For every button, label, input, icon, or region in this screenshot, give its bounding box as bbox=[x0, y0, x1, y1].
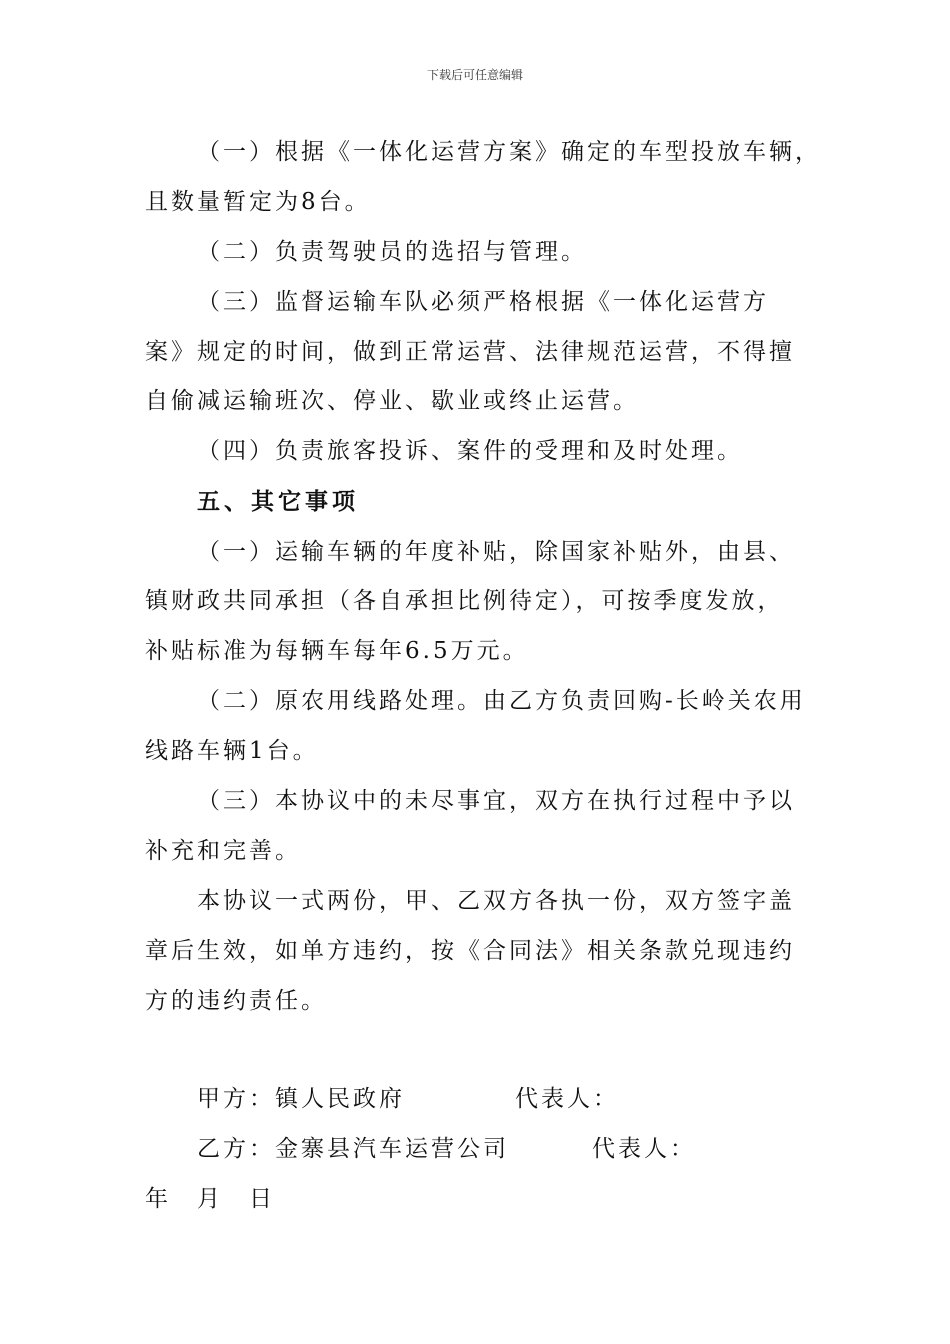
party-a-representative: 代表人： bbox=[515, 1086, 619, 1112]
party-b-representative: 代表人： bbox=[592, 1136, 696, 1162]
paragraph-line: 且数量暂定为8台。 bbox=[145, 189, 371, 215]
paragraph-line: （二）负责驾驶员的选招与管理。 bbox=[197, 239, 587, 265]
paragraph-line: 章后生效，如单方违约，按《合同法》相关条款兑现违约 bbox=[145, 938, 795, 964]
paragraph-line: 自偷减运输班次、停业、歇业或终止运营。 bbox=[145, 388, 639, 414]
paragraph-line: （四）负责旅客投诉、案件的受理和及时处理。 bbox=[197, 438, 743, 464]
paragraph-line: 补充和完善。 bbox=[145, 838, 301, 864]
party-a-label: 甲方：镇人民政府 bbox=[197, 1086, 405, 1112]
paragraph-line: （一）运输车辆的年度补贴，除国家补贴外，由县、 bbox=[197, 539, 795, 565]
paragraph-line: 线路车辆1台。 bbox=[145, 738, 319, 764]
paragraph-line: 镇财政共同承担（各自承担比例待定），可按季度发放， bbox=[145, 588, 784, 614]
paragraph-line: 案》规定的时间，做到正常运营、法律规范运营，不得擅 bbox=[145, 339, 795, 365]
paragraph-line: （一）根据《一体化运营方案》确定的车型投放车辆， bbox=[197, 139, 821, 165]
paragraph-line: （三）监督运输车队必须严格根据《一体化运营方 bbox=[197, 289, 769, 315]
paragraph-line: 补贴标准为每辆车每年6.5万元。 bbox=[145, 638, 529, 664]
paragraph-line: 本协议一式两份，甲、乙双方各执一份，双方签字盖 bbox=[197, 888, 795, 914]
paragraph-line: （二）原农用线路处理。由乙方负责回购-长岭关农用 bbox=[197, 688, 806, 714]
page-header: 下载后可任意编辑 bbox=[426, 68, 523, 82]
party-b-label: 乙方：金寨县汽车运营公司 bbox=[197, 1136, 509, 1162]
paragraph-line: （三）本协议中的未尽事宜，双方在执行过程中予以 bbox=[197, 788, 795, 814]
date-line: 年 月 日 bbox=[145, 1186, 275, 1212]
paragraph-line: 方的违约责任。 bbox=[145, 988, 327, 1014]
section-heading: 五、其它事项 bbox=[197, 489, 359, 515]
